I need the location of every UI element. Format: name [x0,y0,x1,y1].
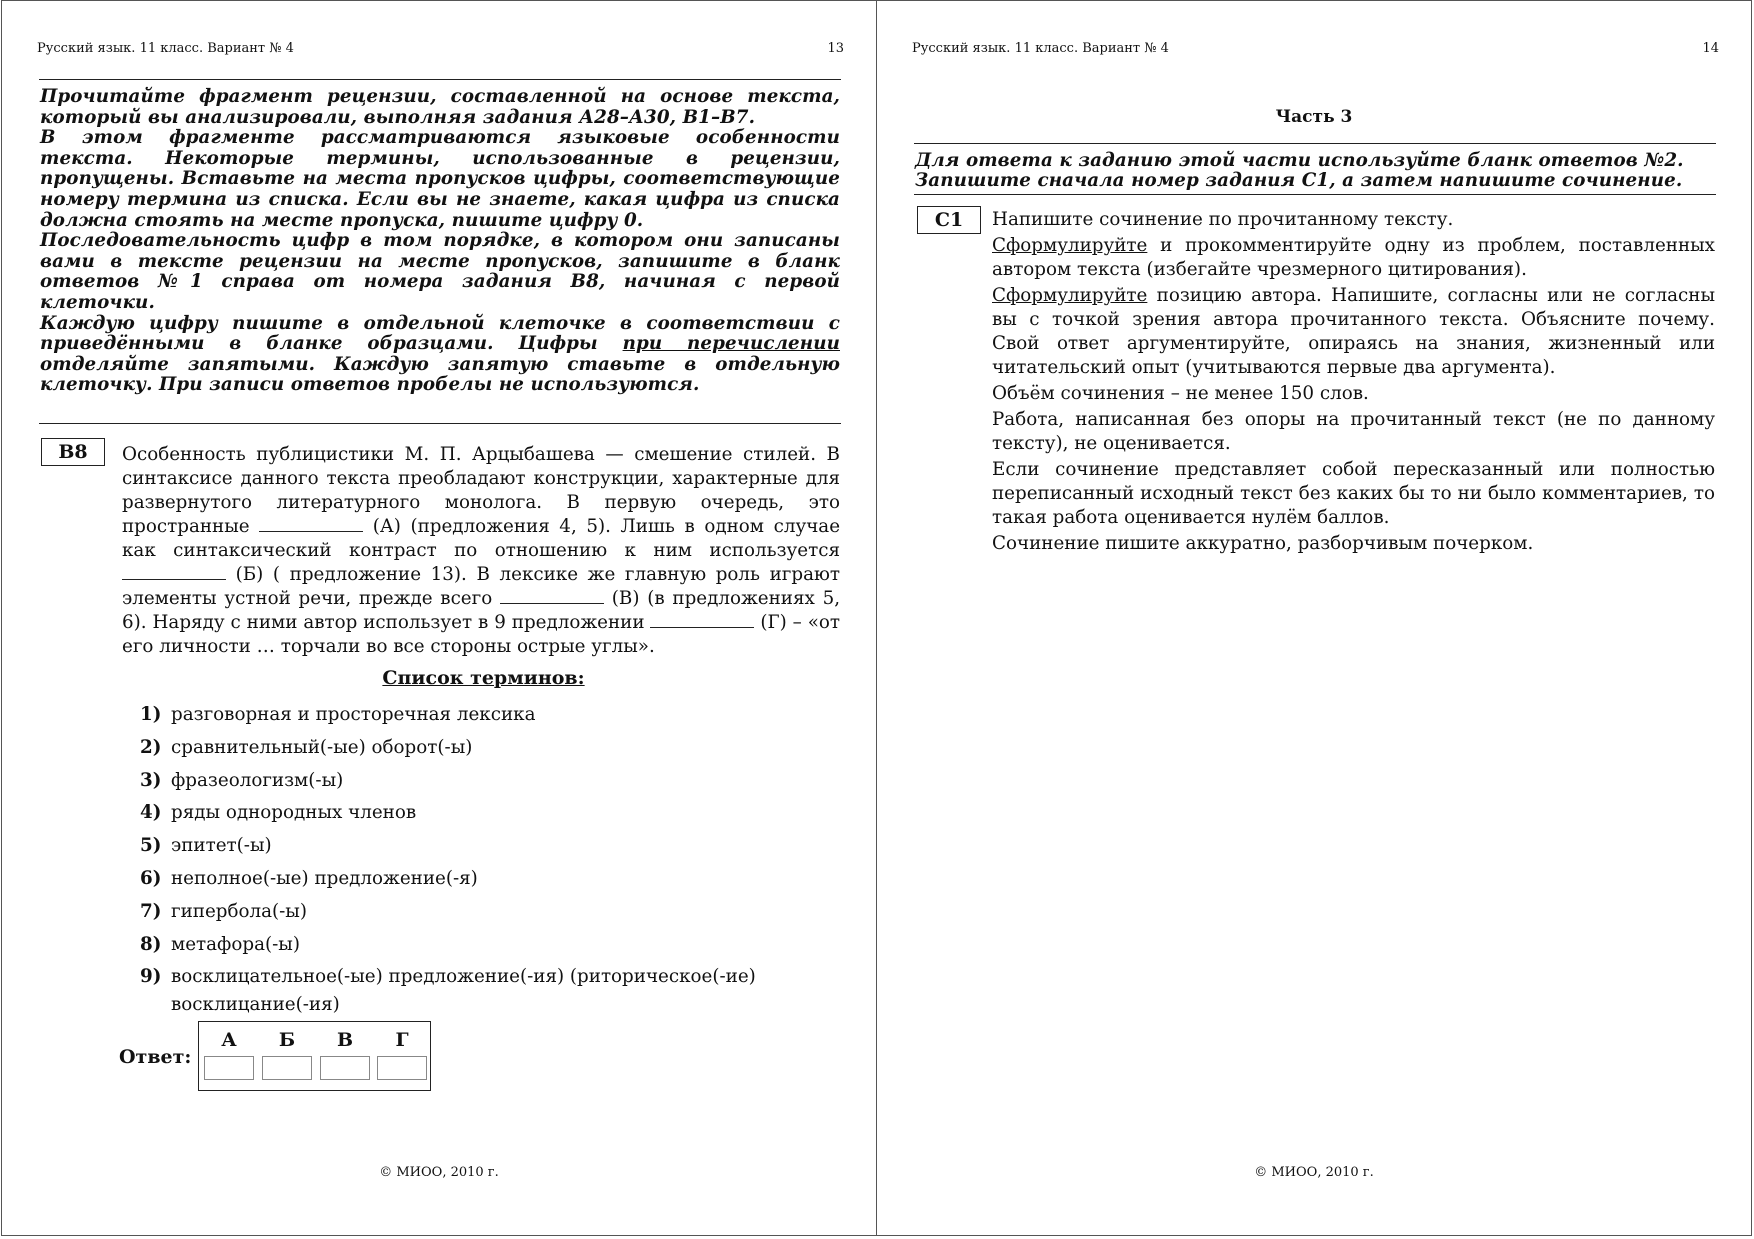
term-text: метафора(-ы) [171,933,300,955]
term-number: 6) [140,867,162,889]
instruction-text: Каждую цифру пишите в отдельной клеточке в соответствии с приведёнными в бланке образцами. Цифры [40,312,840,355]
term-item [140,865,820,893]
gap-blank-a [259,515,363,532]
term-text: разговорная и просторечная лексика [171,704,536,725]
term-item [140,701,820,729]
gap-blank-v [500,587,604,604]
bottom-divider [914,194,1716,195]
instruction-line: Запишите сначала номер задания С1, а затем напишите сочинение. [915,170,1683,191]
task-text-segment: Особенность публицистики М. П. Арцыбашева — смешение стилей. В синтаксисе данного текста преобладают конструкции, характерные для развернутого литературного монолога. В первую очередь, это пространные [122,444,840,537]
part-title: Часть 3 [1275,107,1353,127]
instruction-paragraph: Прочитайте фрагмент рецензии, составленной на основе текста, который вы анализировали, выполняя задания А28–А30, В1–В7. [40,86,840,128]
term-text: гипербола(-ы) [171,900,307,922]
instruction-paragraph: Последовательность цифр в том порядке, в котором они записаны вами в тексте рецензии на месте пропусков, запишите в бланк ответов №1 справа от номера задания В8, начиная с первой клеточки. [40,230,840,313]
term-item [140,963,820,1019]
answer-column-letter: А [221,1029,237,1051]
instruction-paragraph: В этом фрагменте рассматриваются языковые особенности текста. Некоторые термины, использованные в рецензии, пропущены. Вставьте на места пропусков цифры, соответствующие номеру термина из списка. Если вы не знаете, какая цифра из списка должна стоять на месте пропуска, пишите цифру 0. [40,127,840,231]
task-text-segment: (В) (в предложениях 5, 6). Наряду с ними автор использует в 9 предложении [122,588,841,633]
task-c1-text [992,208,1715,558]
answer-cell-g[interactable] [377,1056,427,1080]
term-number: 1) [140,704,162,725]
instructions-block [40,87,840,396]
term-item [140,931,820,959]
answer-column [376,1028,428,1080]
term-number: 4) [140,802,162,824]
term-number: 3) [140,769,162,791]
terms-list-title: Список терминов: [382,667,585,689]
term-text: сравнительный(-ые) оборот(-ы) [171,736,473,758]
task-text: и прокомментируйте одну из проблем, поставленных автором текста (избегайте чрезмерного цитирования). [992,235,1715,280]
term-item [140,898,820,926]
task-paragraph: Напишите сочинение по прочитанному тексту. [992,209,1454,230]
task-text: позицию автора. Напишите, согласны или не согласны вы с точкой зрения автора прочитанного текста. Объясните почему. Свой ответ аргументируйте, опираясь на знания, жизненный или читательский опыт (учитываются первые два аргумента). [992,285,1715,378]
instruction-paragraph [40,314,840,396]
task-paragraph: Сочинение пишите аккуратно, разборчивым почерком. [992,533,1534,554]
task-text-segment: (Б) ( предложение 13). В лексике же главную роль играют элементы устной речи, прежде всего [122,564,840,609]
task-paragraph [992,284,1715,380]
term-item [140,832,820,860]
page-footer: © МИОО, 2010 г. [1254,1165,1374,1180]
task-text-segment: (А) (предложения 4, 5). Лишь в одном случае как синтаксический контраст по отношению к ним используется [122,516,841,561]
term-text: фразеологизм(-ы) [171,769,344,791]
page-number: 14 [1702,41,1719,56]
term-item [140,799,820,827]
answer-cell-v[interactable] [320,1056,370,1080]
answer-column-letter: Б [278,1029,296,1051]
page-number: 13 [827,41,844,56]
answer-column [319,1028,371,1080]
page-footer: © МИОО, 2010 г. [379,1165,499,1180]
top-divider [914,143,1716,144]
answer-column-letter: В [336,1029,354,1051]
task-paragraph [992,234,1715,282]
term-number: 5) [140,835,162,857]
answer-column [203,1028,255,1080]
term-item [140,734,820,762]
gap-blank-b [122,563,226,580]
term-text: эпитет(-ы) [171,835,272,857]
instruction-text: отделяйте запятыми. Каждую запятую ставьте в отдельную клеточку. При записи ответов пробелы не используются. [40,353,840,396]
term-text: ряды однородных членов [171,802,417,824]
instruction-underlined-text: при перечислении [622,333,840,355]
page-header-title: Русский язык. 11 класс. Вариант № 4 [912,41,1169,56]
term-text: неполное(-ые) предложение(-я) [171,867,478,889]
term-number: 8) [140,933,162,955]
instruction-line: Для ответа к заданию этой части используйте бланк ответов №2. [915,150,1684,171]
right-page [876,0,1752,1236]
task-number-box: С1 [917,206,981,234]
left-page [1,0,877,1236]
gap-blank-g [650,611,754,628]
task-paragraph: Если сочинение представляет собой пересказанный или полностью переписанный исходный текст без каких бы то ни было комментариев, то такая работа оценивается нулём баллов. [992,459,1715,528]
term-number: 7) [140,900,162,922]
answer-cell-b[interactable] [262,1056,312,1080]
task-b8-text [122,443,840,659]
task-text-segment: (Г) – «от его личности … торчали во все стороны острые углы». [122,612,841,657]
answer-table [198,1021,431,1091]
answer-column [261,1028,313,1080]
term-number: 2) [140,736,162,758]
answer-label: Ответ: [119,1046,192,1068]
answer-column-letter: Г [395,1029,409,1051]
bottom-divider [39,423,841,424]
task-number-box: В8 [41,438,105,466]
term-number: 9) [140,966,162,988]
task-keyword: Сформулируйте [992,235,1148,256]
term-item [140,767,820,795]
instructions-block [915,151,1715,191]
task-paragraph: Работа, написанная без опоры на прочитанный текст (не по данному тексту), не оценивается. [992,409,1715,454]
task-paragraph: Объём сочинения – не менее 150 слов. [992,383,1369,404]
task-keyword: Сформулируйте [992,285,1148,306]
term-text: восклицательное(-ые) предложение(-ия) (риторическое(-ие) восклицание(-ия) [171,966,756,1016]
page-header-title: Русский язык. 11 класс. Вариант № 4 [37,41,294,56]
top-divider [39,79,841,80]
answer-cell-a[interactable] [204,1056,254,1080]
terms-list [140,701,820,1024]
